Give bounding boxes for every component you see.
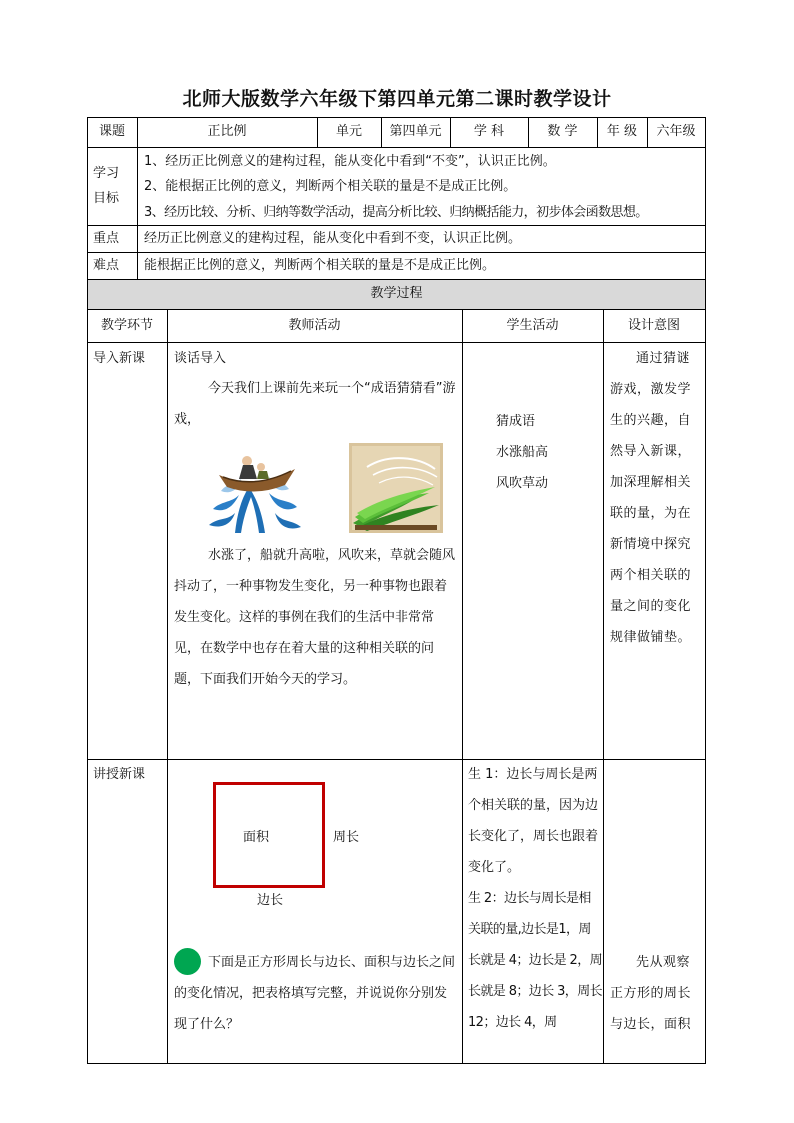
boat-water-illustration [205, 447, 305, 535]
subject-label: 学 科 [473, 124, 505, 139]
student-answer-2: 生 2：边长与周长是相关联的量,边长是1，周长就是 4；边长是 2，周长就是 8；边长 3，周长 12；边长 4，周 [468, 891, 603, 1030]
key-point-label: 重点 [93, 231, 120, 246]
topic-value: 正比例 [207, 124, 247, 139]
unit-label: 单元 [335, 124, 362, 139]
goals-label-1: 学习 [93, 166, 120, 181]
column-student: 学生活动 [506, 318, 559, 333]
student-line-1: 猜成语 [496, 414, 536, 429]
teacher-intro: 今天我们上课前先来玩一个“成语猜猜看”游戏， [174, 381, 456, 427]
diagram-side-label: 边长 [257, 893, 284, 908]
topic-label: 课题 [98, 124, 125, 139]
student-line-3: 风吹草动 [496, 476, 549, 491]
column-intent: 设计意图 [627, 318, 680, 333]
stage-new-lesson: 讲授新课 [93, 767, 146, 782]
wind-grass-illustration [349, 443, 443, 533]
lesson-plan-table [87, 117, 706, 1064]
subject-value: 数 学 [547, 124, 578, 139]
column-stage: 教学环节 [100, 318, 153, 333]
goals-label-2: 目标 [93, 191, 120, 206]
difficulty-text: 能根据正比例的意义，判断两个相关联的量是不是成正比例。 [144, 258, 496, 273]
grade-label: 年 级 [606, 124, 638, 139]
grade-value: 六年级 [656, 124, 696, 139]
student-line-2: 水涨船高 [496, 445, 549, 460]
goal-item-3: 3、经历比较、分析、归纳等数学活动，提高分析比较、归纳概括能力，初步体会函数思想。 [144, 205, 648, 220]
unit-value: 第四单元 [389, 124, 442, 139]
teacher-body: 水涨了，船就升高啦，风吹来，草就会随风抖动了，一种事物发生变化，另一种事物也跟着发生变化。这样的事例在我们的生活中非常常见，在数学中也存在着大量的这种相关联的问题，下面我们开始今天的学习。 [174, 548, 456, 687]
process-title: 教学过程 [370, 286, 423, 301]
intent-new-lesson: 先从观察正方形的周长与边长，面积 [610, 955, 692, 1032]
diagram-area-label: 面积 [243, 830, 270, 845]
stage-intro: 导入新课 [93, 351, 146, 366]
goal-item-2: 2、能根据正比例的意义，判断两个相关联的量是不是成正比例。 [144, 179, 517, 194]
goal-item-1: 1、经历正比例意义的建构过程，能从变化中看到“不变”，认识正比例。 [144, 154, 556, 169]
document-title: 北师大版数学六年级下第四单元第二课时教学设计 [182, 88, 612, 110]
difficulty-label: 难点 [93, 258, 120, 273]
column-teacher: 教师活动 [288, 318, 341, 333]
intent-intro: 通过猜谜游戏，激发学生的兴趣，自然导入新课，加深理解相关联的量，为在新情境中探究两个相关联的量之间的变化规律做铺垫。 [610, 351, 692, 645]
teacher-heading: 谈话导入 [174, 351, 227, 366]
teacher-task: 下面是正方形周长与边长、面积与边长之间的变化情况，把表格填写完整，并说说你分别发现了什么？ [174, 955, 456, 1032]
diagram-perimeter-label: 周长 [333, 830, 360, 845]
student-answer-1: 生 1：边长与周长是两个相关联的量，因为边长变化了，周长也跟着变化了。 [468, 767, 599, 875]
key-point-text: 经历正比例意义的建构过程，能从变化中看到不变，认识正比例。 [144, 231, 522, 246]
